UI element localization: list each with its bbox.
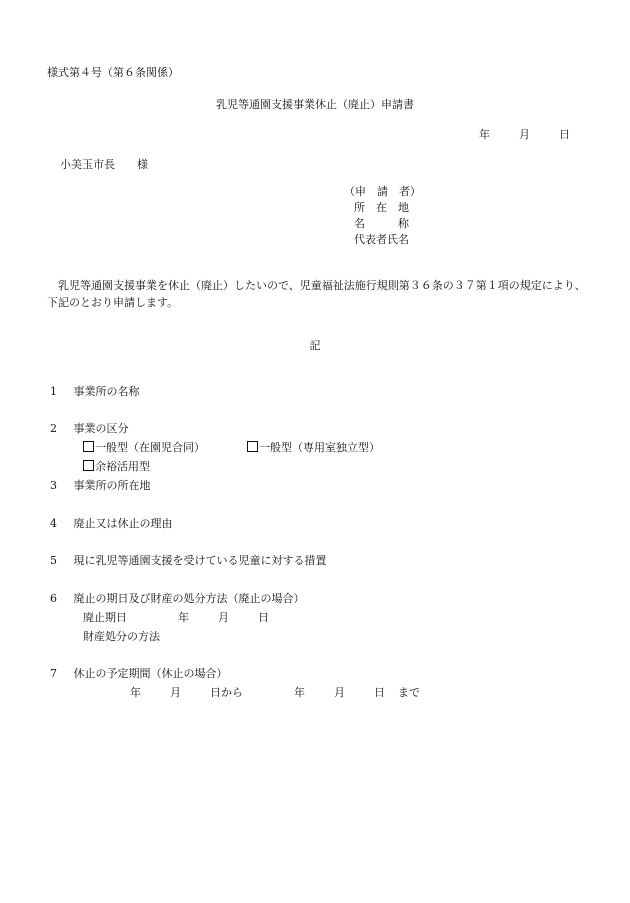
item-label: 休止の予定期間（休止の場合） (73, 667, 228, 680)
document-title: 乳児等通園支援事業休止（廃止）申請書 (216, 98, 414, 111)
checkbox-icon[interactable] (83, 460, 94, 471)
form-number: 様式第４号（第６条関係） (47, 66, 179, 79)
to-suffix: まで (398, 686, 420, 699)
item-number: 4 (50, 517, 57, 530)
to-month: 月 (334, 686, 345, 699)
item-reason (50, 515, 173, 531)
from-year: 年 (130, 686, 141, 699)
suspension-period-row (130, 684, 420, 700)
item-number: 6 (50, 592, 57, 605)
option-general-independent[interactable] (247, 439, 380, 455)
item-number: 2 (50, 422, 57, 435)
to-day: 日 (374, 686, 385, 699)
date-year: 年 (479, 128, 490, 141)
date-day: 日 (559, 128, 570, 141)
abolition-date-label: 廃止期日 (83, 611, 127, 624)
to-year: 年 (294, 686, 305, 699)
item-measures-for-children (50, 552, 327, 568)
option-surplus-use[interactable] (83, 458, 150, 474)
application-statement: 乳児等通園支援事業を休止（廃止）したいので、児童福祉法施行規則第３６条の３７第１項の規定により、下記のとおり申請します。 (47, 279, 586, 309)
item-label: 現に乳児等通園支援を受けている児童に対する措置 (73, 554, 327, 567)
addressee: 小美玉市長 様 (60, 158, 148, 171)
from-month: 月 (170, 686, 181, 699)
item-number: 7 (50, 667, 57, 680)
item-label: 廃止の期日及び財産の処分方法（廃止の場合） (73, 592, 305, 605)
item-label: 事業の区分 (73, 422, 129, 435)
option-label: 一般型（在園児合同） (95, 441, 205, 454)
application-date (479, 126, 570, 142)
abolition-year: 年 (178, 611, 189, 624)
abolition-day: 日 (258, 611, 269, 624)
item-facility-name (50, 383, 140, 399)
item-facility-address (50, 477, 151, 493)
applicant-name-label: 名 称 (354, 217, 409, 230)
applicant-heading: （申 請 者） (344, 185, 421, 198)
from-day: 日から (210, 686, 243, 699)
item-suspension-period (50, 665, 228, 681)
item-abolition-date-property (50, 590, 305, 606)
option-label: 一般型（専用室独立型） (259, 441, 380, 454)
option-general-joint[interactable] (83, 439, 205, 455)
applicant-block (344, 184, 421, 248)
checkbox-icon[interactable] (83, 441, 94, 452)
item-number: 3 (50, 479, 57, 492)
item-number: 1 (50, 385, 57, 398)
item-number: 5 (50, 554, 57, 567)
item-business-category (50, 420, 129, 436)
ki-heading: 記 (309, 339, 321, 352)
abolition-date-row (83, 609, 269, 625)
applicant-representative-label: 代表者氏名 (354, 233, 409, 246)
date-month: 月 (519, 128, 530, 141)
applicant-address-label: 所 在 地 (354, 201, 409, 214)
item-label: 事業所の所在地 (73, 479, 151, 492)
item-label: 廃止又は休止の理由 (73, 517, 173, 530)
option-label: 余裕活用型 (95, 460, 150, 473)
abolition-month: 月 (218, 611, 229, 624)
checkbox-icon[interactable] (247, 441, 258, 452)
property-disposal-label: 財産処分の方法 (83, 630, 160, 643)
item-label: 事業所の名称 (73, 385, 140, 398)
